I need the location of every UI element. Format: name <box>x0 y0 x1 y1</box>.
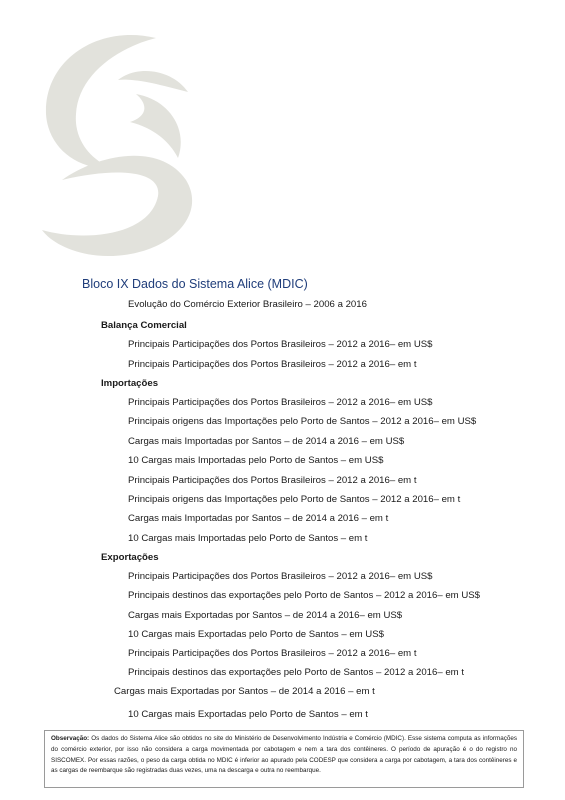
list-item: Cargas mais Importadas por Santos – de 2014 a 2016 – em US$ <box>128 436 405 447</box>
observation-text: Os dados do Sistema Alice são obtidos no site do Ministério de Desenvolvimento Indústria e Comércio (MDIC). Esse sistema computa as informações do comércio exterior, por isso não considera a carga movimentada por cabotagem e nem a tara dos contêineres. O período de apuração é o do registro no SISCOMEX. Por essas razões, o peso da carga obtida no MDIC é inferior ao apurado pela CODESP que considera a carga por cabotagem, a tara dos contêineres e as cargas de reembarque são registradas duas vezes, uma na descarga e outra no reembarque. <box>51 735 517 775</box>
observation-label: Observação: <box>51 735 90 742</box>
list-item: Principais origens das Importações pelo Porto de Santos – 2012 a 2016– em US$ <box>128 416 477 427</box>
list-item: Principais Participações dos Portos Brasileiros – 2012 a 2016– em t <box>128 475 417 486</box>
list-item: 10 Cargas mais Exportadas pelo Porto de Santos – em t <box>128 709 368 720</box>
list-item: Principais origens das Importações pelo Porto de Santos – 2012 a 2016– em t <box>128 494 461 505</box>
list-item: Evolução do Comércio Exterior Brasileiro – 2006 a 2016 <box>128 299 367 310</box>
list-item: Cargas mais Exportadas por Santos – de 2014 a 2016– em US$ <box>128 610 403 621</box>
list-item: 10 Cargas mais Importadas pelo Porto de Santos – em US$ <box>128 455 384 466</box>
list-heading: Importações <box>101 378 159 389</box>
list-item: Principais destinos das exportações pelo Porto de Santos – 2012 a 2016– em t <box>128 667 464 678</box>
list-item: Cargas mais Importadas por Santos – de 2014 a 2016 – em t <box>128 513 389 524</box>
list-item: Principais destinos das exportações pelo Porto de Santos – 2012 a 2016– em US$ <box>128 590 480 601</box>
list-item: 10 Cargas mais Importadas pelo Porto de Santos – em t <box>128 533 368 544</box>
list-item: Principais Participações dos Portos Brasileiros – 2012 a 2016– em t <box>128 359 417 370</box>
list-item: Cargas mais Exportadas por Santos – de 2014 a 2016 – em t <box>114 686 375 697</box>
list-item: Principais Participações dos Portos Brasileiros – 2012 a 2016– em US$ <box>128 571 433 582</box>
section-title: Bloco IX Dados do Sistema Alice (MDIC) <box>82 277 308 291</box>
list-item: Principais Participações dos Portos Brasileiros – 2012 a 2016– em US$ <box>128 339 433 350</box>
list-item: Principais Participações dos Portos Brasileiros – 2012 a 2016– em t <box>128 648 417 659</box>
observation-note <box>44 730 524 788</box>
list-item: Principais Participações dos Portos Brasileiros – 2012 a 2016– em US$ <box>128 397 433 408</box>
list-item: 10 Cargas mais Exportadas pelo Porto de Santos – em US$ <box>128 629 384 640</box>
list-heading: Exportações <box>101 552 159 563</box>
swirl-logo-icon <box>38 30 198 258</box>
list-heading: Balança Comercial <box>101 320 187 331</box>
